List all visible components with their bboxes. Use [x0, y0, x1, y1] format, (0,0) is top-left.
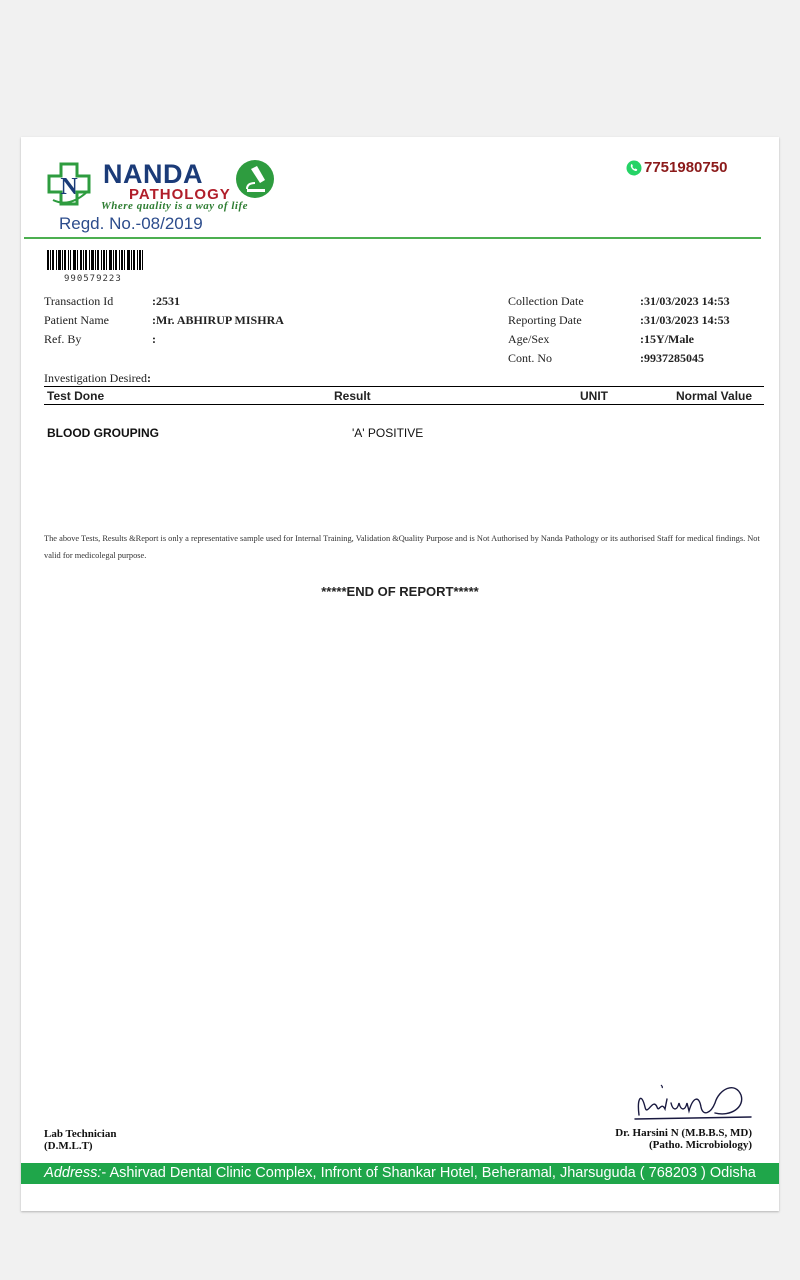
transaction-id-label: Transaction Id	[44, 294, 114, 308]
doctor-signature	[631, 1077, 761, 1127]
header-divider	[24, 237, 761, 239]
table-top-rule	[44, 386, 764, 387]
phone-number[interactable]: 7751980750	[644, 159, 728, 176]
test-result: 'A' POSITIVE	[352, 426, 424, 440]
whatsapp-icon	[626, 160, 642, 176]
tagline: Where quality is a way of life	[101, 200, 248, 212]
end-of-report: *****END OF REPORT*****	[321, 584, 479, 599]
ref-by-label: Ref. By	[44, 332, 82, 346]
doctor-specialty: (Patho. Microbiology)	[648, 1139, 752, 1151]
reporting-date-value: :31/03/2023 14:53	[640, 313, 730, 327]
doctor-signature-block	[615, 1127, 752, 1151]
reporting-date-label: Reporting Date	[508, 313, 582, 327]
patient-name-value: :Mr. ABHIRUP MISHRA	[152, 313, 284, 327]
address-label: Address:	[44, 1165, 102, 1181]
lab-technician-title: Lab Technician	[44, 1128, 117, 1140]
barcode-number: 990579223	[64, 274, 122, 284]
col-test-done: Test Done	[47, 389, 105, 403]
contact-no-value: :9937285045	[640, 351, 704, 365]
contact-no-label: Cont. No	[508, 351, 553, 365]
brand-name: NANDA	[103, 159, 203, 189]
barcode	[47, 250, 143, 270]
lab-technician-qualification: (D.M.L.T)	[44, 1140, 93, 1152]
ref-by-value: :	[152, 332, 156, 346]
table-header-rule	[44, 404, 764, 405]
collection-date-label: Collection Date	[508, 294, 584, 308]
brand-subtitle: PATHOLOGY	[129, 186, 231, 203]
col-result: Result	[334, 389, 371, 403]
lab-logo	[47, 159, 283, 239]
svg-text:N: N	[60, 174, 78, 200]
doctor-name: Dr. Harsini N (M.B.B.S, MD)	[615, 1127, 752, 1139]
medical-cross-logo-icon	[47, 162, 91, 206]
collection-date-value: :31/03/2023 14:53	[640, 294, 730, 308]
registration-number: Regd. No.-08/2019	[59, 214, 203, 233]
patient-name-label: Patient Name	[44, 313, 109, 327]
test-name: BLOOD GROUPING	[47, 426, 160, 440]
microscope-icon	[233, 159, 277, 199]
disclaimer: The above Tests, Results &Report is only a representative sample used for Internal Training, Validation &Quality Purpose and is Not Authorised by Nanda Pathology or its authorised Staff for medical findings. Not valid for medicolegal purpose.	[44, 534, 760, 560]
col-normal-value: Normal Value	[676, 389, 753, 403]
transaction-id-value: :2531	[152, 294, 180, 308]
address-text: - Ashirvad Dental Clinic Complex, Infront of Shankar Hotel, Beheramal, Jharsuguda ( 768203 ) Odisha	[101, 1165, 756, 1181]
lab-technician-signature-block	[44, 1128, 116, 1152]
age-sex-value: :15Y/Male	[640, 332, 694, 346]
age-sex-label: Age/Sex	[508, 332, 550, 346]
address-footer	[21, 1163, 779, 1184]
report-page	[21, 137, 779, 1211]
investigation-desired-label: Investigation Desired:	[44, 371, 151, 385]
col-unit: UNIT	[580, 389, 608, 403]
contact-phone	[626, 159, 727, 176]
